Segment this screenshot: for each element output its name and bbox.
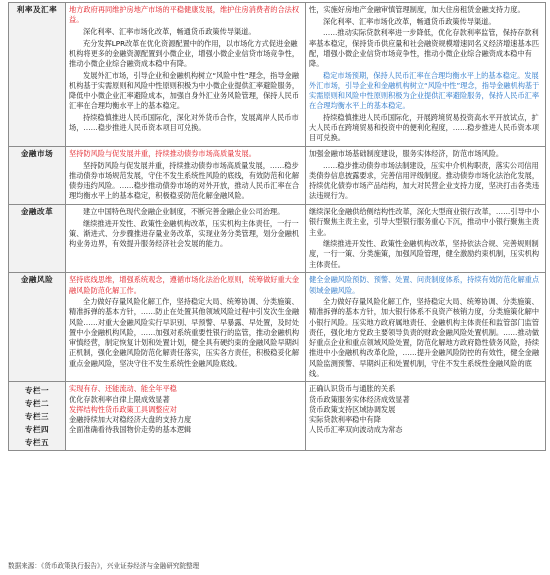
paragraph: 人民币汇率双向波动成为常态 bbox=[309, 425, 403, 435]
paragraph: 建立中国特色现代金融企业制度，不断完善金融企业公司治理。 bbox=[83, 207, 285, 217]
row-label: 金融风险 bbox=[9, 273, 66, 382]
special-column-label: 专栏五 bbox=[24, 438, 50, 448]
row-label: 金融改革 bbox=[9, 205, 66, 273]
paragraph: 全面准确看待我国物价走势的基本逻辑 bbox=[69, 425, 192, 435]
special-column-label: 专栏四 bbox=[24, 425, 50, 435]
paragraph: 全力做好存量风险化解工作，坚持稳定大局、统筹协调、分类施策、精准拆弹的基本方针，加大银行体系不良资产核销力度，分类施策化解中小银行风险。压实地方政府属地责任、金融机构主体责任和监管部门监管责任，强化地方党政主要领导负责的财政金融风险处置机制。……推动做好重点企业和重点领域风险处置，防范化解地方政府隐性债务风险，持续推进中小金融机构改革化险，……提升金融风险防控的有效性，健全金融风险监测预警、早期纠正和处置机制，守住不发生系统性金融风险的底线。 bbox=[309, 297, 540, 378]
paragraph: 正确认识货币与通胀的关系 bbox=[309, 384, 396, 394]
current-special-columns bbox=[306, 382, 546, 451]
current-report-cell bbox=[306, 205, 546, 273]
paragraph: 全力做好存量风险化解工作，坚持稳定大局、统筹协调、分类施策、精准拆弹的基本方针，……防止在处置其他领域风险过程中引发次生金融风险……对重大金融风险实行早识别、早预警、早暴露、早处置，及时处置中小金融机构风险，……加强对系统重要性银行的监管，推动金融机构审慎经营，制定恢复计划和处置计划，健全具有硬约束的金融风险早期纠正机制，强化金融风险防范化解责任落实，压实各方责任，积极稳妥化解重点金融风险，坚决守住不发生系统性金融风险底线。 bbox=[69, 297, 300, 368]
special-column-label: 专栏三 bbox=[24, 412, 50, 422]
table-body bbox=[9, 3, 546, 451]
previous-report-cell bbox=[66, 3, 306, 147]
paragraph: 继续推进开发性、政策性金融机构改革，压实机构主体责任，一行一策、渐进式、分步骤推进存量业务改革，实现业务分类管理，划分金融机构业务边界，有效提升服务经济社会发展的能力。 bbox=[69, 218, 300, 249]
paragraph: 实现有存、还能流动、能全年平稳 bbox=[69, 384, 177, 394]
special-column-label: 专栏二 bbox=[24, 399, 50, 409]
special-columns-row bbox=[9, 382, 546, 451]
paragraph: 继续深化金融供给侧结构性改革，深化大型商业银行改革，……引导中小银行聚焦主责主业，引导大型银行服务重心下沉，推动中小银行聚焦主责主业。 bbox=[309, 207, 540, 237]
paragraph: 健全金融风险预防、预警、处置、问责制度体系，持续有效防范化解重点领域金融风险。 bbox=[309, 275, 540, 295]
paragraph: 发展外汇市场，引导企业和金融机构树立“风险中性”理念，指导金融机构基于实需原则和风险中性原则积极为中小微企业提供汇率避险服务，降低中小微企业汇率避险成本，加强自身外汇业务风险管理，保持人民币汇率在合理均衡水平上的基本稳定。 bbox=[69, 70, 300, 111]
paragraph: ……推动实际贷款利率进一步降低，优化存款利率监管，保持存款利率基本稳定，保持货币供应量和社会融资规模增速同名义经济增速基本匹配，增强小微企业信贷市场竞争性，推动小微企业综合融资成本稳中有降。 bbox=[309, 28, 540, 69]
paragraph: 性，实施好房地产金融审慎管理制度，加大住房租赁金融支持力度。 bbox=[309, 5, 525, 14]
policy-comparison-table bbox=[8, 2, 546, 451]
table-row bbox=[9, 147, 546, 205]
paragraph: 继续推进开发性、政策性金融机构改革，坚持依法合规、完善规则制度，一行一策、分类施策，加强风险管理，健全激励约束机制，压实机构主体责任。 bbox=[309, 239, 540, 269]
previous-special-columns bbox=[66, 382, 306, 451]
previous-report-cell bbox=[66, 205, 306, 273]
paragraph: 持续稳慎推进人民币国际化，深化对外货币合作，发展离岸人民币市场，……稳步推进人民币资本项目可兑换。 bbox=[69, 113, 299, 133]
paragraph: 货币政策服务实体经济成效显著 bbox=[309, 394, 410, 404]
current-report-cell bbox=[306, 3, 546, 147]
paragraph: 货币政策支持区域协调发展 bbox=[309, 404, 396, 414]
paragraph: 深化利率、汇率市场化改革，畅通货币政策传导渠道。 bbox=[83, 26, 256, 36]
current-report-cell bbox=[306, 273, 546, 382]
special-column-label: 专栏一 bbox=[24, 386, 50, 396]
special-column-labels bbox=[9, 382, 66, 451]
row-label: 利率及汇率 bbox=[9, 3, 66, 147]
paragraph: ……稳步推动债券市场法制建设，压实中介机构职责，落实公司信用类债券信息披露要求，完善信用评级制度。推动债券市场化法治化发展，持续优化债券市场产品结构，加大对民营企业支持力度，坚决打击各类违法违规行为。 bbox=[309, 160, 540, 201]
paragraph: 坚持防风险与促发展并重，持续推动债券市场高质量发展。 bbox=[69, 149, 256, 159]
paragraph: 坚持底线思维，增强系统观念，遵循市场化法治化原则，统筹做好重大金融风险防范化解工作。 bbox=[69, 275, 300, 295]
previous-report-cell bbox=[66, 273, 306, 382]
paragraph: 发挥结构性货币政策工具调整应对 bbox=[69, 404, 177, 414]
paragraph: 深化利率、汇率市场化改革，畅通货币政策传导渠道。 bbox=[323, 16, 496, 26]
paragraph: 实际贷款利率稳中有降 bbox=[309, 415, 381, 425]
paragraph: 充分发挥LPR改革在优化资源配置中的作用，以市场化方式促进金融机构将更多的金融资源配置到小微企业，增强小微企业信贷市场竞争性，推动小微企业综合融资成本稳中有降。 bbox=[69, 38, 300, 69]
current-report-cell bbox=[306, 147, 546, 205]
paragraph: 加强金融市场基础制度建设，服务实体经济，防范市场风险。 bbox=[309, 149, 504, 159]
paragraph: 持续稳慎推进人民币国际化，开展跨境贸易投资高水平开放试点，扩大人民币在跨境贸易和投资中的便利化程度，……稳步推进人民币资本项目可兑换。 bbox=[309, 113, 540, 143]
paragraph: 坚持防风险与促发展并重，持续推动债券市场高质量发展，……稳步推动债券市场规范发展，守住不发生系统性风险的底线，有效防范和化解债券违约风险。……稳步推动债券市场的对外开放，推动人民币汇率在合理均衡水平上的基本稳定，积极稳妥防范化解金融风险。 bbox=[69, 160, 300, 201]
paragraph: 地方政府再同维护房地产市场的平稳健康发展，维护住房消费者的合法权益。 bbox=[69, 5, 300, 25]
row-label: 金融市场 bbox=[9, 147, 66, 205]
table-row bbox=[9, 273, 546, 382]
source-note: 数据来源：《货币政策执行报告》，兴业证券经济与金融研究院整理 bbox=[8, 562, 200, 570]
paragraph: 稳定市场预期，保持人民币汇率在合理均衡水平上的基本稳定。发展外汇市场，引导企业和金融机构树立“风险中性”理念，指导金融机构基于实需原则和风险中性原则积极为企业提供汇率避险服务，保持人民币汇率在合理均衡水平上的基本稳定。 bbox=[309, 70, 540, 111]
paragraph: 优化存款利率自律上限成效显著 bbox=[69, 394, 170, 404]
paragraph: 金融持续加大对稳经济大盘的支持力度 bbox=[69, 415, 192, 425]
table-row bbox=[9, 205, 546, 273]
previous-report-cell bbox=[66, 147, 306, 205]
table-row bbox=[9, 3, 546, 147]
